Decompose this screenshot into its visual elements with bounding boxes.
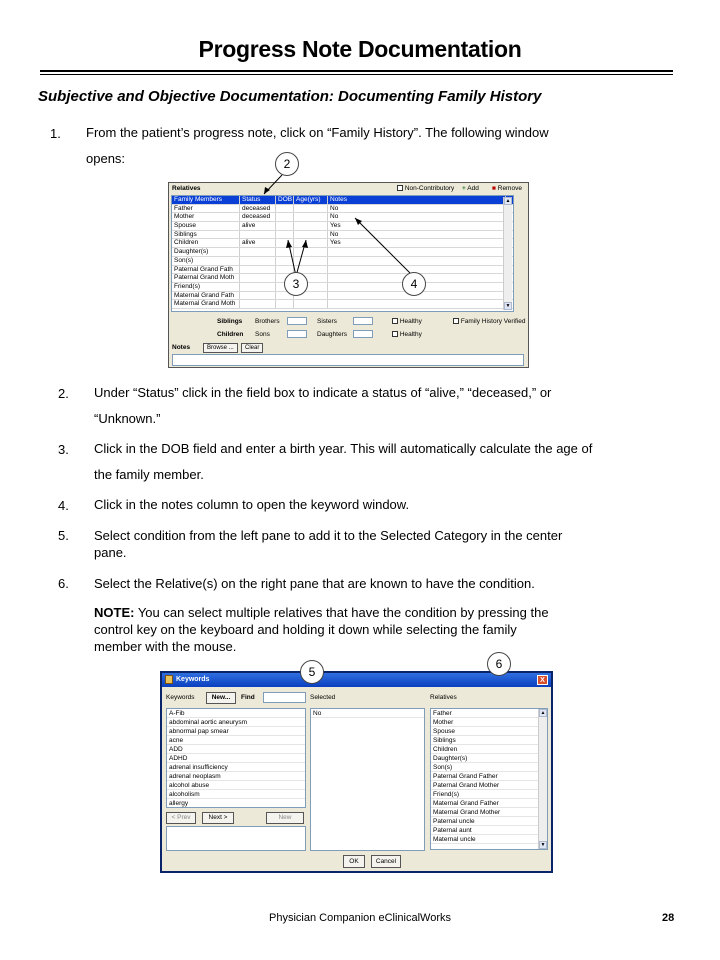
keyword-item[interactable]: allergy: [167, 799, 305, 808]
table-cell[interactable]: Paternal Grand Fath: [172, 266, 240, 274]
note-line1: [94, 604, 674, 621]
callout-5: 5: [300, 660, 324, 684]
table-cell[interactable]: Children: [172, 239, 240, 247]
next-button[interactable]: Next >: [202, 812, 234, 824]
remove-icon: ■: [492, 185, 496, 192]
keyword-description-field[interactable]: [166, 826, 306, 851]
step-6-number: 6.: [58, 576, 69, 591]
step-3-line2: the family member.: [94, 467, 204, 482]
table-cell[interactable]: Yes: [328, 222, 506, 230]
footer-text: Physician Companion eClinicalWorks: [269, 912, 451, 924]
table-cell[interactable]: Siblings: [172, 231, 240, 239]
healthy-siblings-label: Healthy: [399, 318, 422, 325]
keyword-item[interactable]: alcohol abuse: [167, 781, 305, 790]
step-1-line1: From the patient’s progress note, click on “Family History”. The following window: [86, 125, 549, 140]
note-block: [94, 604, 674, 655]
relatives-scrollbar[interactable]: [538, 709, 547, 849]
table-cell[interactable]: Daughter(s): [172, 248, 240, 256]
non-contributory-label: Non-Contributory: [404, 185, 455, 192]
step-1-line2: opens:: [86, 151, 126, 166]
relative-item[interactable]: Son(s): [431, 763, 547, 772]
table-cell[interactable]: alive: [240, 222, 276, 230]
relatives-scroll-down-icon[interactable]: ▼: [540, 842, 546, 848]
col-notes: Notes: [328, 196, 506, 204]
keyword-item[interactable]: alcoholism: [167, 790, 305, 799]
selected-list[interactable]: [310, 708, 425, 851]
cancel-button[interactable]: Cancel: [371, 855, 401, 868]
relative-item[interactable]: Maternal uncle: [431, 835, 547, 844]
col-dob: DOB: [278, 196, 293, 203]
relatives-scroll-up-icon[interactable]: ▲: [540, 710, 546, 716]
step-5-number: 5.: [58, 528, 69, 543]
keywords-label: Keywords: [166, 694, 195, 701]
new-disabled-button[interactable]: New: [266, 812, 304, 824]
note-line2: control key on the keyboard and holding it down while selecting the family: [94, 622, 517, 637]
add-label: Add: [467, 185, 479, 192]
note-line1-text: You can select multiple relatives that have the condition by pressing the: [134, 605, 549, 620]
table-cell[interactable]: Paternal Grand Moth: [172, 274, 240, 282]
keywords-title-bar: [162, 673, 551, 687]
step-3-text: [94, 436, 674, 488]
relative-item[interactable]: Maternal Grand Father: [431, 799, 547, 808]
notes-label: Notes: [172, 344, 191, 351]
col-status: Status: [240, 196, 276, 204]
relative-item[interactable]: Paternal uncle: [431, 817, 547, 826]
arrow-4: [355, 218, 410, 273]
relatives-list-label: Relatives: [430, 694, 457, 701]
relative-item[interactable]: Paternal aunt: [431, 826, 547, 835]
section-heading: Subjective and Objective Documentation: Documenting Family History: [38, 88, 542, 105]
table-cell[interactable]: alive: [240, 239, 276, 247]
table-cell[interactable]: Father: [172, 205, 240, 213]
callout-2: 2: [275, 152, 299, 176]
relatives-label: Relatives: [172, 185, 201, 192]
selected-item[interactable]: No: [311, 709, 424, 718]
step-2-line1: Under “Status” click in the field box to indicate a status of “alive,” “deceased,” or: [94, 385, 552, 400]
relative-item[interactable]: Paternal Grand Father: [431, 772, 547, 781]
table-cell[interactable]: deceased: [240, 213, 276, 221]
keywords-window: [160, 671, 553, 873]
page-title: Progress Note Documentation: [198, 36, 522, 62]
callout-3: 3: [284, 272, 308, 296]
relatives-list[interactable]: [430, 708, 548, 850]
relative-item[interactable]: Spouse: [431, 727, 547, 736]
relative-item[interactable]: Paternal Grand Mother: [431, 781, 547, 790]
remove-label: Remove: [497, 185, 522, 192]
col-age: Age(yrs): [294, 196, 328, 204]
step-5-line1: Select condition from the left pane to add it to the Selected Category in the center: [94, 528, 563, 543]
step-1-number: 1.: [50, 126, 61, 141]
table-cell[interactable]: Mother: [172, 213, 240, 221]
keywords-list[interactable]: [166, 708, 306, 808]
arrowhead-3b: [302, 240, 308, 248]
step-2-text: [94, 380, 674, 432]
children-label: Children: [217, 331, 244, 338]
table-cell[interactable]: Maternal Grand Fath: [172, 292, 240, 300]
table-cell[interactable]: deceased: [240, 205, 276, 213]
prev-button[interactable]: < Prev: [166, 812, 196, 824]
daughters-label: Daughters: [317, 331, 347, 338]
find-input[interactable]: [263, 692, 306, 703]
table-cell[interactable]: No: [328, 205, 506, 213]
keyword-item[interactable]: adrenal neoplasm: [167, 772, 305, 781]
clear-button[interactable]: Clear: [241, 343, 263, 353]
relative-item[interactable]: Daughter(s): [431, 754, 547, 763]
relative-item[interactable]: Mother: [431, 718, 547, 727]
scroll-up-icon[interactable]: ▲: [505, 198, 511, 204]
healthy-children-label: Healthy: [399, 331, 422, 338]
close-icon[interactable]: X: [537, 675, 548, 685]
step-6-text: Select the Relative(s) on the right pane that are known to have the condition.: [94, 576, 535, 591]
window-app-icon: [165, 675, 173, 684]
browse-button[interactable]: Browse ...: [203, 343, 238, 353]
step-5-text: [94, 527, 674, 561]
step-5-line2: pane.: [94, 545, 127, 560]
keywords-window-title: Keywords: [176, 676, 210, 683]
keyword-item[interactable]: A-Fib: [167, 709, 305, 718]
keyword-item[interactable]: acne: [167, 736, 305, 745]
table-cell[interactable]: Maternal Grand Moth: [172, 300, 240, 308]
relative-item[interactable]: Father: [431, 709, 547, 718]
callout-4: 4: [402, 272, 426, 296]
scroll-down-icon[interactable]: ▼: [505, 303, 511, 309]
keyword-item[interactable]: ADHD: [167, 754, 305, 763]
step-3-line1: Click in the DOB field and enter a birth year. This will automatically calculate the age of: [94, 441, 593, 456]
fh-verified-label: Family History Verified: [460, 318, 526, 325]
new-keyword-button[interactable]: New...: [206, 692, 236, 704]
relative-item[interactable]: Siblings: [431, 736, 547, 745]
step-2-line2: “Unknown.”: [94, 411, 161, 426]
table-cell[interactable]: No: [328, 213, 506, 221]
table-cell[interactable]: No: [328, 231, 506, 239]
step-4-number: 4.: [58, 498, 69, 513]
step-4-text: Click in the notes column to open the keyword window.: [94, 497, 410, 512]
relative-item[interactable]: Children: [431, 745, 547, 754]
step-2-number: 2.: [58, 386, 69, 401]
callout-6: 6: [487, 652, 511, 676]
ok-button[interactable]: OK: [343, 855, 365, 868]
keyword-item[interactable]: ADD: [167, 745, 305, 754]
table-cell[interactable]: Yes: [328, 239, 506, 247]
table-cell[interactable]: Spouse: [172, 222, 240, 230]
table-cell[interactable]: Friend(s): [172, 283, 240, 291]
brothers-label: Brothers: [255, 318, 280, 325]
keyword-item[interactable]: abnormal pap smear: [167, 727, 305, 736]
step-3-number: 3.: [58, 442, 69, 457]
selected-label: Selected: [310, 694, 336, 701]
note-line3: member with the mouse.: [94, 639, 237, 654]
table-cell[interactable]: Son(s): [172, 257, 240, 265]
keyword-item[interactable]: abdominal aortic aneurysm: [167, 718, 305, 727]
note-label: NOTE:: [94, 605, 135, 620]
relative-item[interactable]: Friend(s): [431, 790, 547, 799]
keyword-item[interactable]: adrenal insufficiency: [167, 763, 305, 772]
siblings-label: Siblings: [217, 318, 243, 325]
sisters-label: Sisters: [317, 318, 337, 325]
add-icon: +: [462, 185, 466, 192]
find-label: Find: [241, 694, 255, 701]
page-number: 28: [662, 912, 675, 924]
arrowhead-3a: [286, 240, 292, 248]
col-family-members: Family Members: [172, 196, 240, 204]
sons-label: Sons: [255, 331, 270, 338]
relative-item[interactable]: Maternal Grand Mother: [431, 808, 547, 817]
